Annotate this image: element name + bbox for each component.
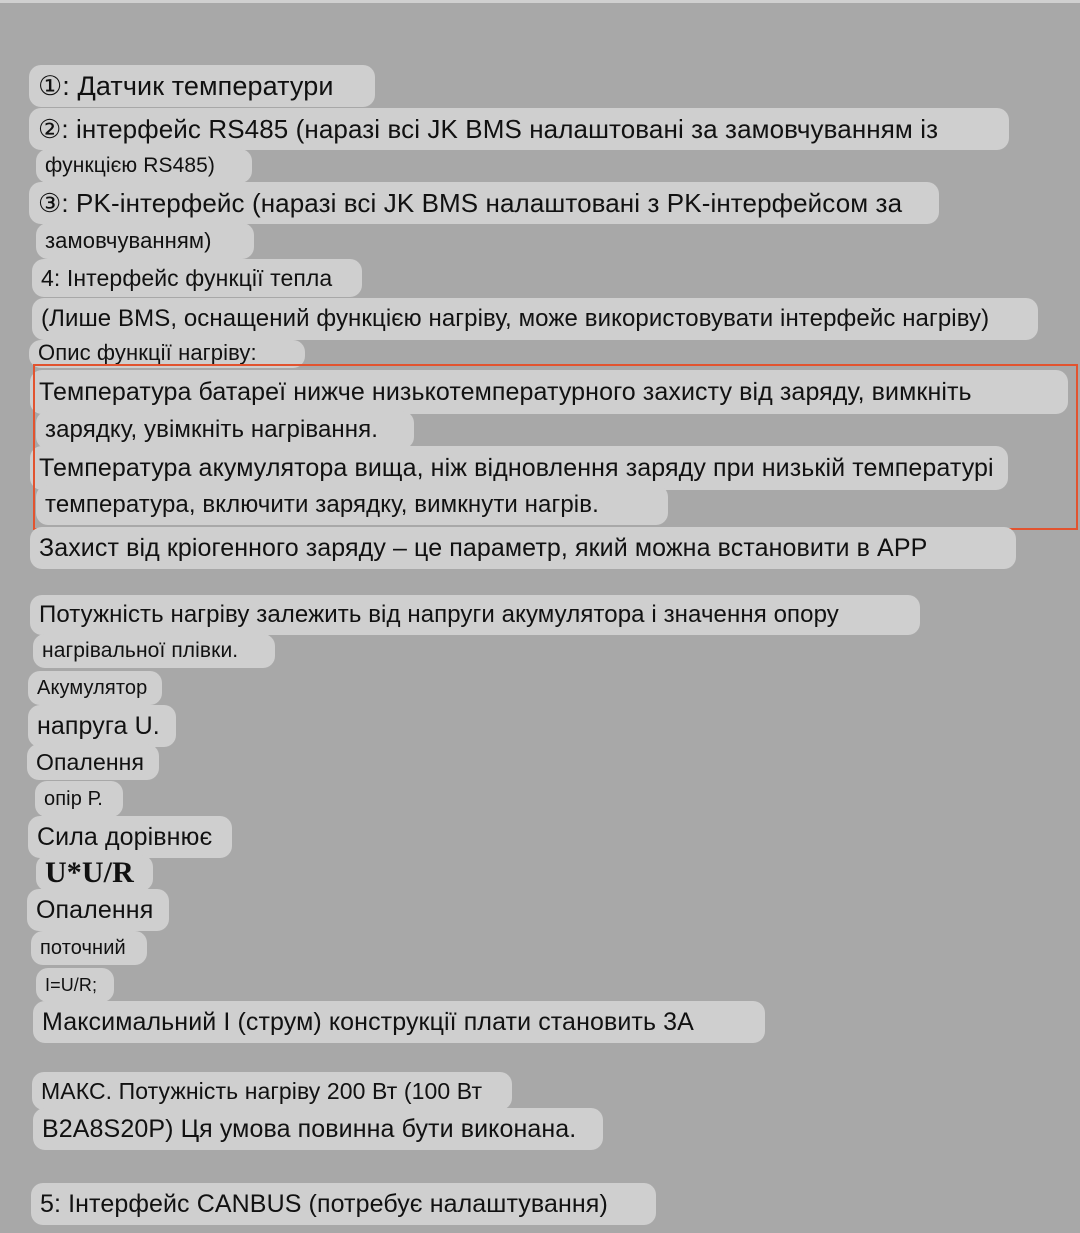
text-line-max-heat-power: МАКС. Потужність нагріву 200 Вт (100 Вт xyxy=(32,1072,512,1110)
formula-power: U*U/R xyxy=(36,855,153,891)
text-line-battery-high-temp-cont: температура, включити зарядку, вимкнути нагрів. xyxy=(36,485,668,525)
text-line-rs485: ②: інтерфейс RS485 (наразі всі JK BMS налаштовані за замовчуванням із xyxy=(29,108,1009,150)
text-line-rs485-cont: функцією RS485) xyxy=(36,149,252,183)
text-line-battery-high-temp: Температура акумулятора вища, ніж відновлення заряду при низькій температурі xyxy=(30,446,1008,490)
text-line-resistance: опір Р. xyxy=(35,781,123,817)
text-line-temperature-sensor: ①: Датчик температури xyxy=(29,65,375,107)
text-line-canbus: 5: Інтерфейс CANBUS (потребує налаштування) xyxy=(31,1183,656,1225)
text-line-voltage: напруга U. xyxy=(28,705,176,747)
highlight-box xyxy=(33,364,1078,530)
formula-current: I=U/R; xyxy=(36,968,114,1002)
text-line-cryogenic-protection: Захист від кріогенного заряду – це параметр, який можна встановити в APP xyxy=(30,527,1016,569)
text-line-battery: Акумулятор xyxy=(28,671,162,705)
text-line-heating-2: Опалення xyxy=(27,889,169,931)
text-line-battery-low-temp-cont: зарядку, увімкніть нагрівання. xyxy=(36,411,414,449)
text-line-condition: B2A8S20P) Ця умова повинна бути виконана. xyxy=(33,1108,603,1150)
text-line-heat-interface-note: (Лише BMS, оснащений функцією нагріву, може використовувати інтерфейс нагріву) xyxy=(32,298,1038,340)
text-line-pk-interface-cont: замовчуванням) xyxy=(36,223,254,259)
text-line-pk-interface: ③: PK-інтерфейс (наразі всі JK BMS налаштовані з PK-інтерфейсом за xyxy=(29,182,939,224)
text-line-heat-interface: 4: Інтерфейс функції тепла xyxy=(32,259,362,297)
text-line-power-equals: Сила дорівнює xyxy=(28,816,232,858)
text-line-battery-low-temp: Температура батареї нижче низькотемпературного захисту від заряду, вимкніть xyxy=(30,370,1068,414)
text-line-heat-power-cont: нагрівальної плівки. xyxy=(33,634,275,668)
text-line-heating: Опалення xyxy=(27,744,159,780)
text-line-current: поточний xyxy=(31,931,147,965)
text-line-heat-power: Потужність нагріву залежить від напруги акумулятора і значення опору xyxy=(30,595,920,635)
text-line-heat-description: Опис функції нагріву: xyxy=(29,340,305,368)
text-line-max-current: Максимальний I (струм) конструкції плати становить 3А xyxy=(33,1001,765,1043)
